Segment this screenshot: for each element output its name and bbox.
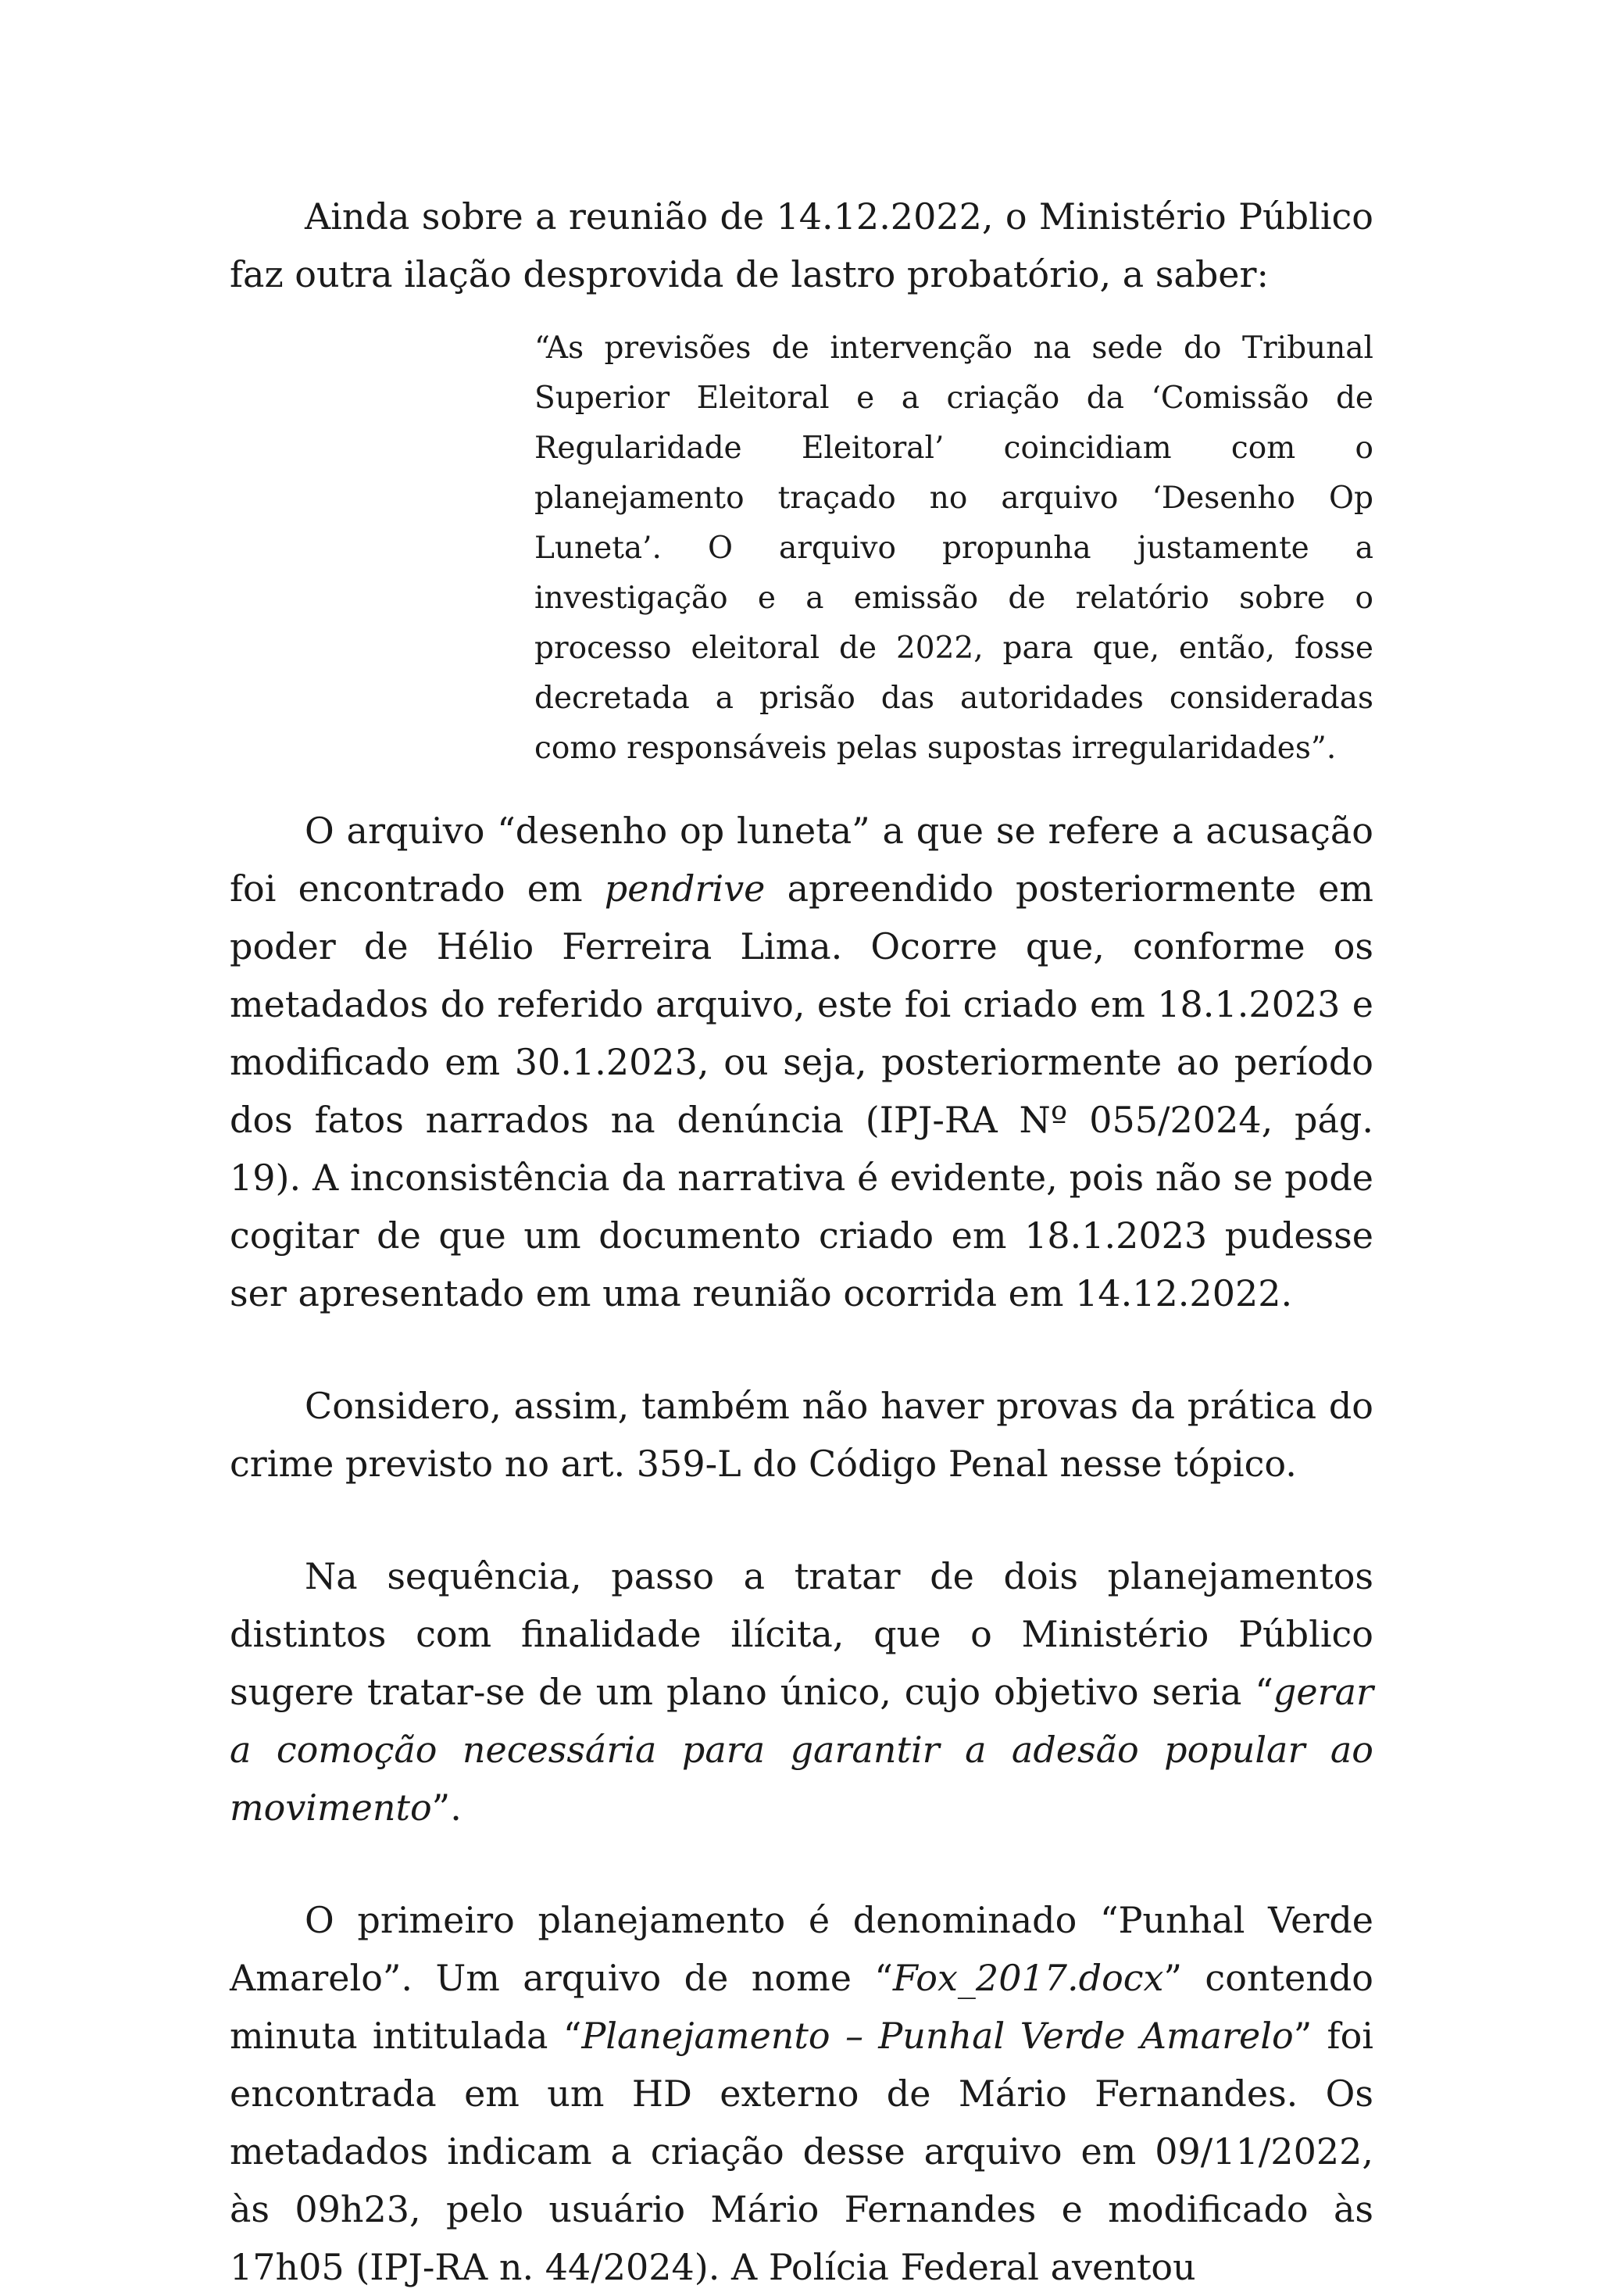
- paragraph-2-italic: pendrive: [604, 867, 766, 910]
- paragraph-4-text-b: ”.: [431, 1786, 462, 1829]
- paragraph-1-text: Ainda sobre a reunião de 14.12.2022, o Ministério Público faz outra ilação desprovida de lastro probatório, a saber:: [230, 195, 1373, 295]
- paragraph-4: [230, 1547, 1373, 1836]
- paragraph-2: [230, 802, 1373, 1322]
- paragraph-1: [230, 188, 1373, 303]
- paragraph-3: [230, 1377, 1373, 1493]
- block-quote-text: “As previsões de intervenção na sede do Tribunal Superior Eleitoral e a criação da ‘Comissão de Regularidade Eleitoral’ coincidiam com o planejamento traçado no arquivo ‘Desenho Op Luneta’. O arquivo propunha justamente a investigação e a emissão de relatório sobre o processo eleitoral de 2022, para que, então, fosse decretada a prisão das autoridades consideradas como responsáveis pelas supostas irregularidades”.: [534, 331, 1373, 766]
- paragraph-5-italic-filename: Fox_2017.docx: [892, 1957, 1164, 1999]
- paragraph-5: [230, 1891, 1373, 2296]
- paragraph-2-text-a: O arquivo “desenho op luneta” a que se refere a acusação foi encontrado em: [230, 810, 1373, 910]
- paragraph-5-text-c: ” foi encontrada em um HD externo de Mário Fernandes. Os metadados indicam a criação desse arquivo em 09/11/2022, às 09h23, pelo usuário Mário Fernandes e modificado às 17h05 (IPJ-RA n. 44/2024). A Polícia Federal aventou: [230, 2015, 1373, 2288]
- paragraph-4-text-a: Na sequência, passo a tratar de dois planejamentos distintos com finalidade ilícita, que o Ministério Público sugere tratar-se de um plano único, cujo objetivo seria “: [230, 1555, 1373, 1713]
- block-quote: [534, 324, 1373, 774]
- document-page: [230, 188, 1373, 2296]
- paragraph-2-text-b: apreendido posteriormente em poder de Hélio Ferreira Lima. Ocorre que, conforme os metadados do referido arquivo, este foi criado em 18.1.2023 e modificado em 30.1.2023, ou seja, posteriormente ao período dos fatos narrados na denúncia (IPJ-RA Nº 055/2024, pág. 19). A inconsistência da narrativa é evidente, pois não se pode cogitar de que um documento criado em 18.1.2023 pudesse ser apresentado em uma reunião ocorrida em 14.12.2022.: [230, 867, 1373, 1314]
- paragraph-4-italic: gerar a comoção necessária para garantir a adesão popular ao movimento: [230, 1671, 1373, 1829]
- paragraph-5-text-a: O primeiro planejamento é denominado “Punhal Verde Amarelo”. Um arquivo de nome “: [230, 1899, 1373, 1999]
- paragraph-5-text-b: ” contendo minuta intitulada “: [230, 1957, 1373, 2057]
- paragraph-5-italic-title: Planejamento – Punhal Verde Amarelo: [581, 2015, 1294, 2057]
- paragraph-3-text: Considero, assim, também não haver provas da prática do crime previsto no art. 359-L do Código Penal nesse tópico.: [230, 1385, 1373, 1485]
